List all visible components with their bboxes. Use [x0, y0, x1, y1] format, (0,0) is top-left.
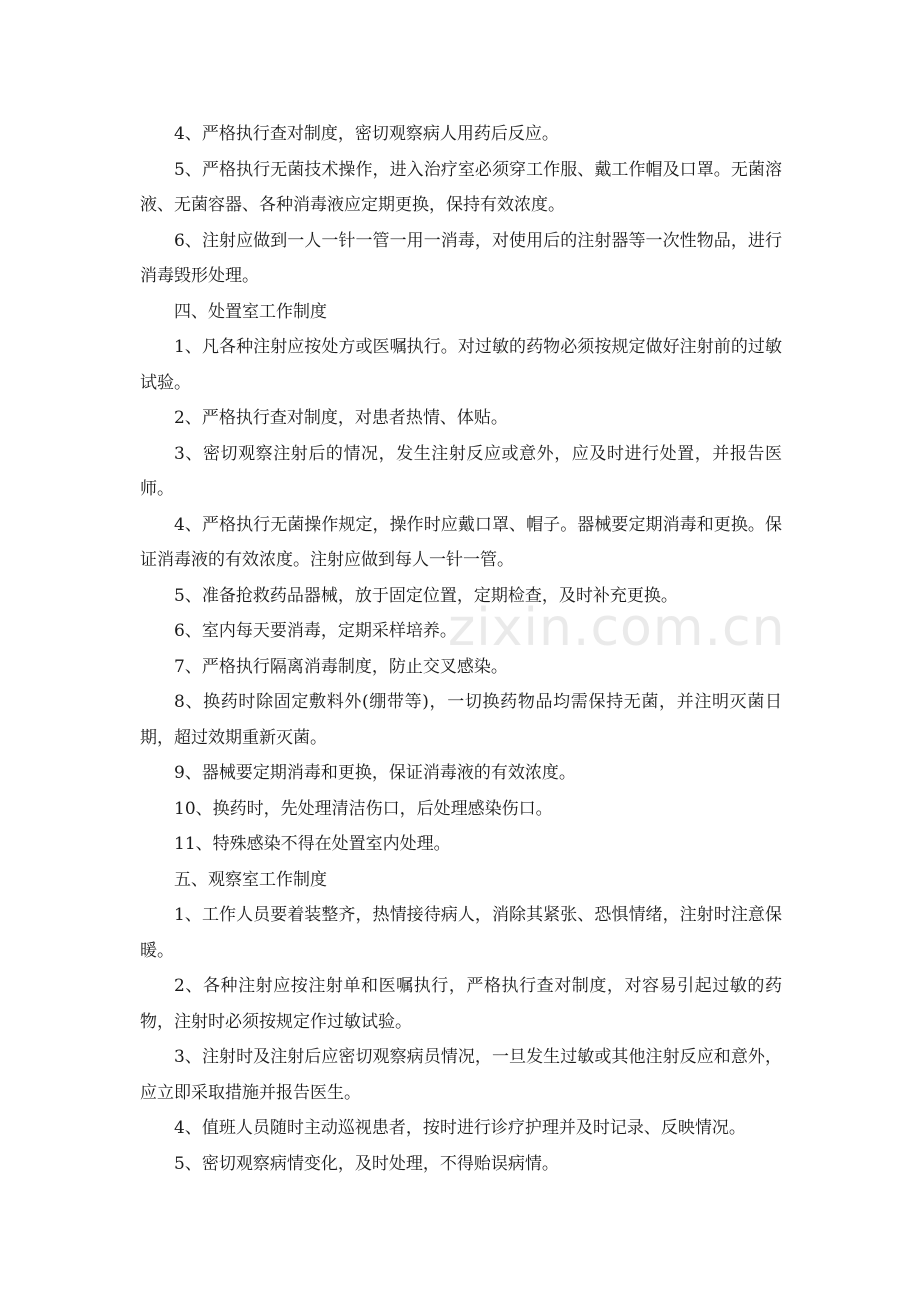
paragraph: 1、工作人员要着装整齐，热情接待病人，消除其紧张、恐惧情绪，注射时注意保暖。	[140, 905, 782, 961]
paragraph: 3、注射时及注射后应密切观察病员情况，一旦发生过敏或其他注射反应和意外，应立即采取措施并报告医生。	[140, 1047, 782, 1103]
paragraph: 4、值班人员随时主动巡视患者，按时进行诊疗护理并及时记录、反映情况。	[174, 1118, 746, 1138]
paragraph: 4、严格执行无菌操作规定，操作时应戴口罩、帽子。器械要定期消毒和更换。保证消毒液的有效浓度。注射应做到每人一针一管。	[140, 514, 782, 570]
paragraph: 1、凡各种注射应按处方或医嘱执行。对过敏的药物必须按规定做好注射前的过敏试验。	[140, 337, 782, 393]
paragraph: 9、器械要定期消毒和更换，保证消毒液的有效浓度。	[174, 763, 576, 783]
paragraph: 2、各种注射应按注射单和医嘱执行，严格执行查对制度，对容易引起过敏的药物，注射时必须按规定作过敏试验。	[140, 976, 782, 1032]
paragraph: 2、严格执行查对制度，对患者热情、体贴。	[174, 408, 508, 428]
paragraph: 5、密切观察病情变化，及时处理，不得贻误病情。	[174, 1153, 559, 1174]
paragraph: 6、注射应做到一人一针一管一用一消毒，对使用后的注射器等一次性物品，进行消毒毁形处理。	[140, 230, 782, 286]
paragraph: 5、准备抢救药品器械，放于固定位置，定期检查，及时补充更换。	[174, 585, 678, 606]
paragraph: 7、严格执行隔离消毒制度，防止交叉感染。	[174, 656, 508, 677]
watermark: zixin.com.cn	[448, 598, 786, 658]
paragraph: 10、换药时，先处理清洁伤口，后处理感染伤口。	[174, 798, 553, 819]
paragraph: 4、严格执行查对制度，密切观察病人用药后反应。	[174, 124, 559, 144]
section-heading: 五、观察室工作制度	[174, 869, 327, 890]
paragraph: 5、严格执行无菌技术操作，进入治疗室必须穿工作服、戴工作帽及口罩。无菌溶液、无菌容器、各种消毒液应定期更换，保持有效浓度。	[140, 159, 782, 215]
section-heading: 四、处置室工作制度	[174, 301, 327, 322]
paragraph: 8、换药时除固定敷料外(绷带等)，一切换药物品均需保持无菌，并注明灭菌日期，超过效期重新灭菌。	[140, 692, 782, 748]
paragraph: 11、特殊感染不得在处置室内处理。	[174, 834, 451, 854]
paragraph: 6、室内每天要消毒，定期采样培养。	[174, 621, 457, 641]
paragraph: 3、密切观察注射后的情况，发生注射反应或意外，应及时进行处置，并报告医师。	[140, 443, 782, 499]
